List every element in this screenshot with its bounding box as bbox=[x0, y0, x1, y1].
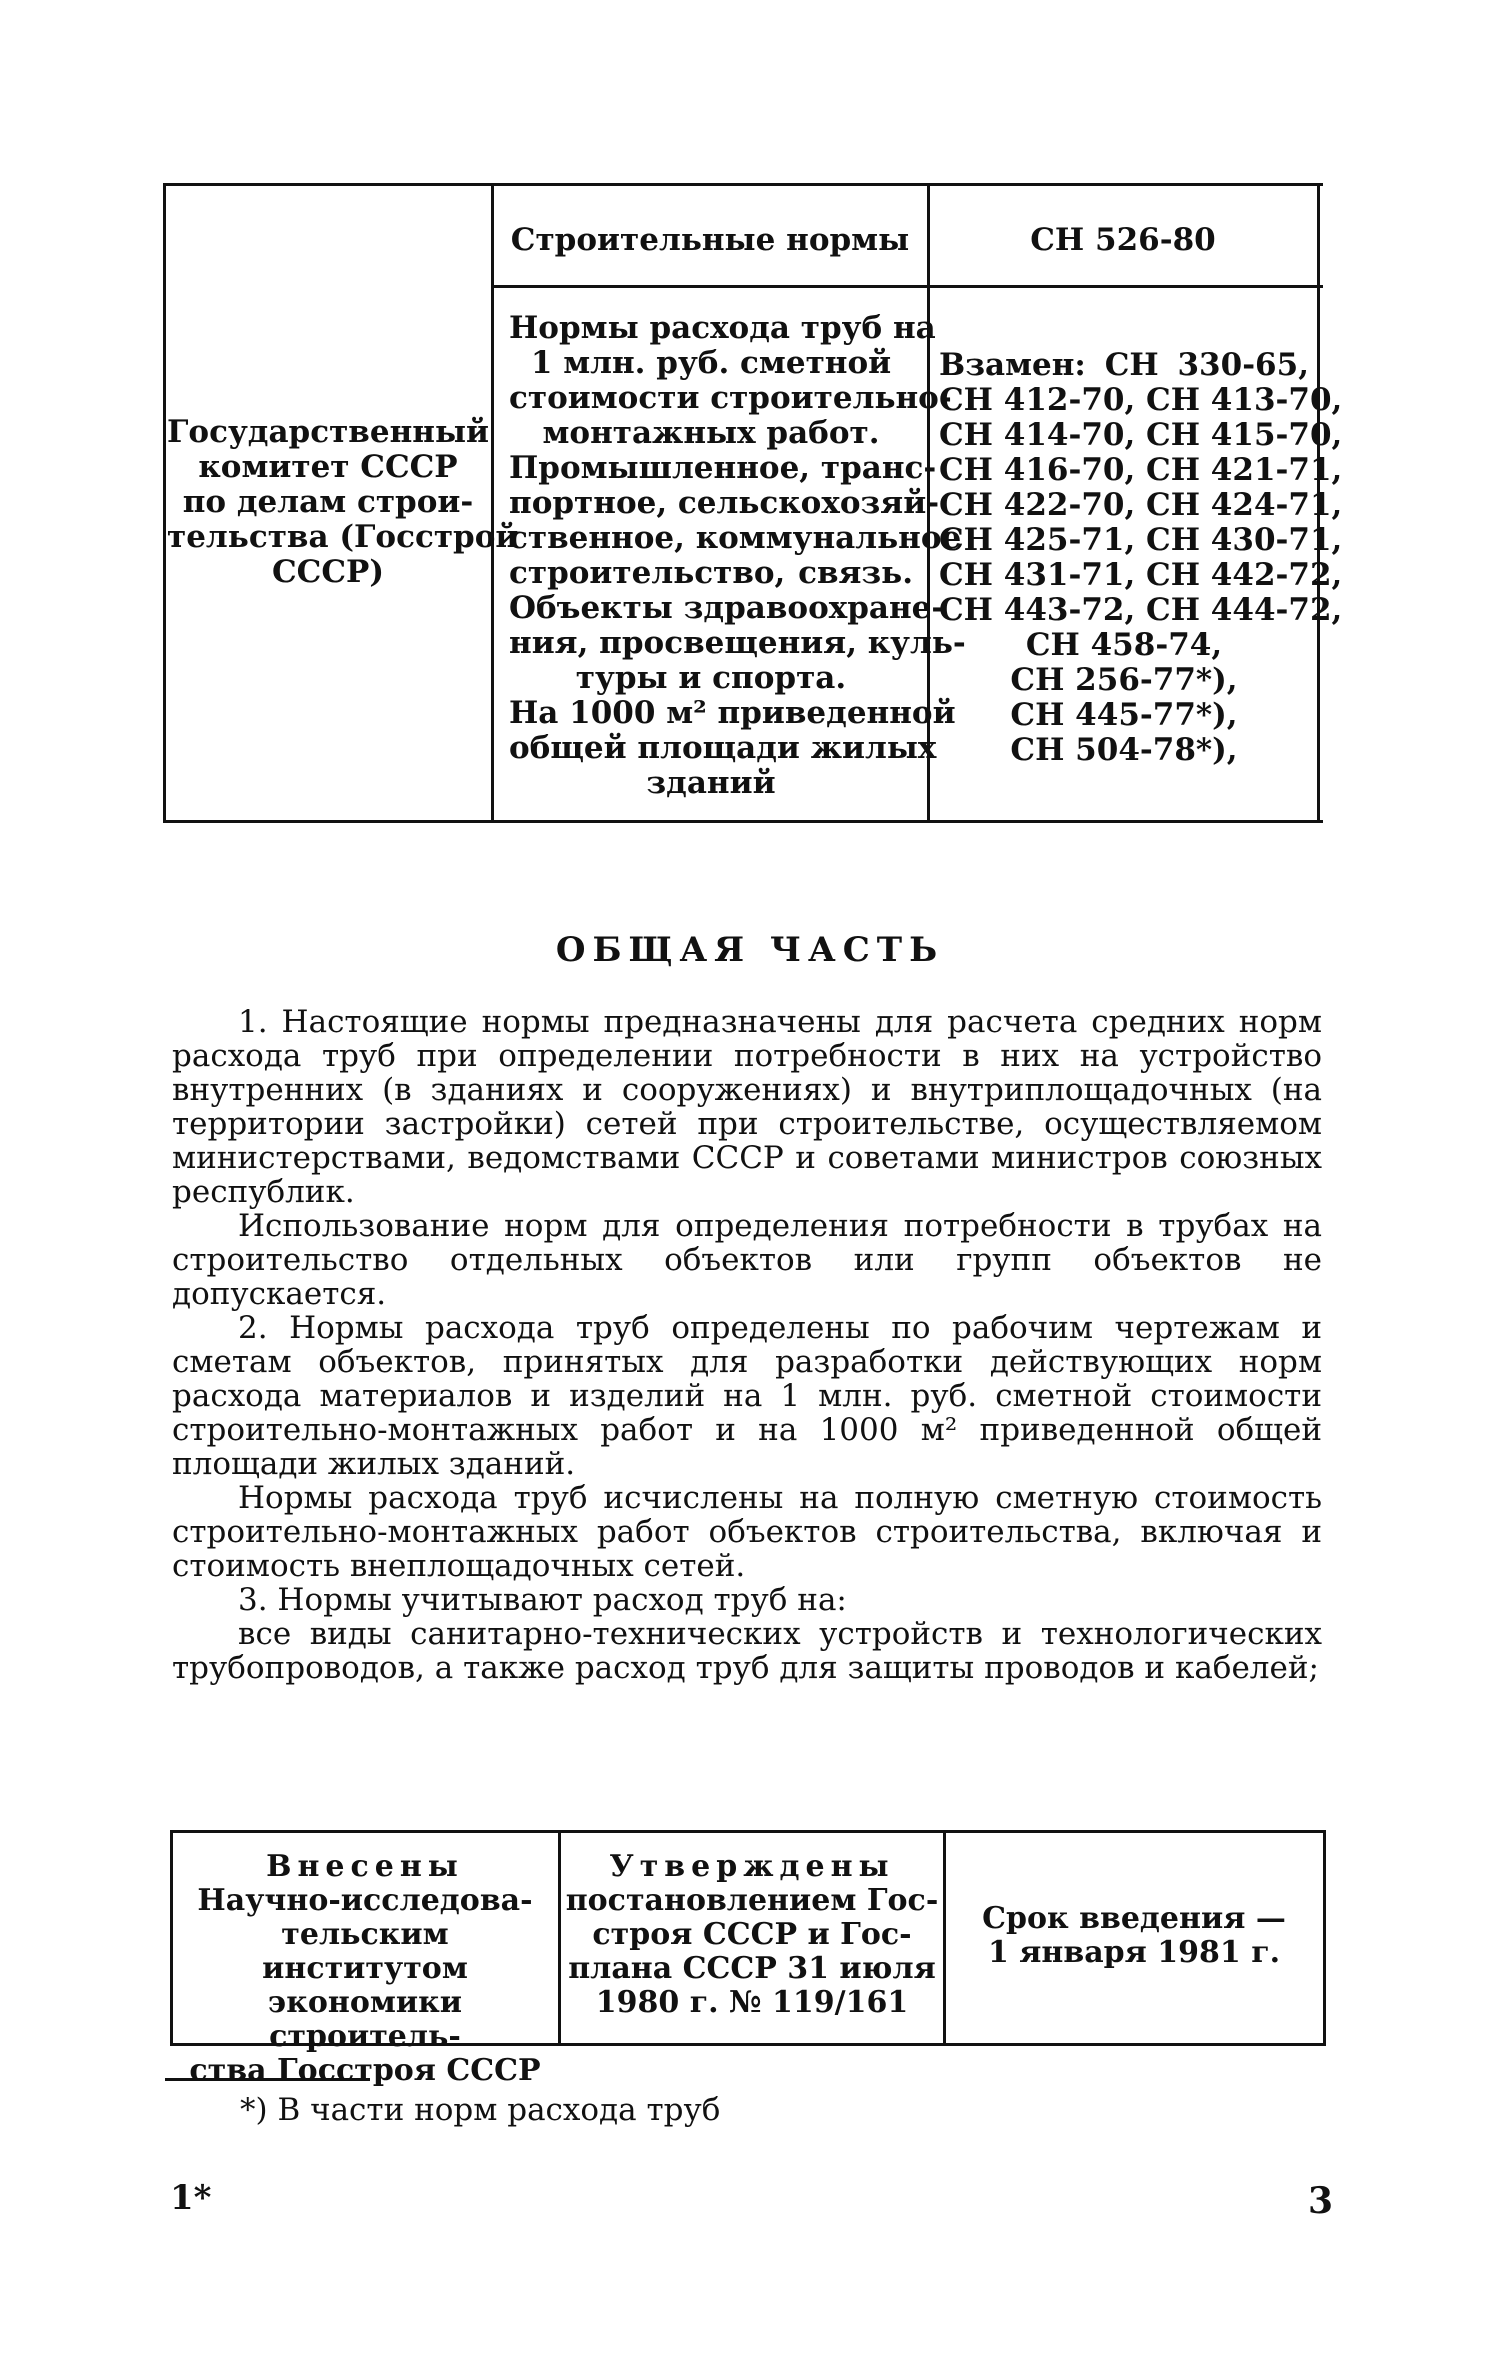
section-title: ОБЩАЯ ЧАСТЬ bbox=[555, 930, 945, 970]
body-text bbox=[172, 1005, 1322, 1685]
approval-table bbox=[170, 1830, 1326, 2088]
header-top-rule bbox=[163, 183, 1323, 186]
header-inner-rule bbox=[493, 285, 1323, 288]
approval-right-border bbox=[1323, 1830, 1326, 2046]
header-left-border bbox=[163, 183, 166, 823]
approved-by: Утверждены постановлением Гос- строя СССР и Гос- плана СССР 31 июля 1980 г. № 119/161 bbox=[565, 1849, 939, 2020]
approval-divider-2 bbox=[943, 1830, 946, 2046]
footnote: *) В части норм расхода труб bbox=[240, 2092, 721, 2128]
paragraph-2: 2. Нормы расхода труб определены по рабочим чертежам и сметам объектов, принятых для разработки действующих норм расхода материалов и изделий на 1 млн. руб. сметной стоимости строительно-монтажных работ и на 1000 м² приведенной общей площади жилых зданий. bbox=[172, 1310, 1322, 1482]
issuing-authority: Государственный комитет СССР по делам строи- тельства (Госстрой СССР) bbox=[167, 414, 519, 590]
signature-mark: 1* bbox=[170, 2178, 212, 2218]
header-divider-1 bbox=[491, 183, 494, 823]
paragraph-3-item: все виды санитарно-технических устройств и технологических трубопроводов, а также расход труб для защиты проводов и кабелей; bbox=[172, 1616, 1322, 1686]
paragraph-2-note: Нормы расхода труб исчислены на полную сметную стоимость строительно-монтажных работ объектов строительства, включая и стоимость внеплощадочных сетей. bbox=[172, 1480, 1322, 1584]
replaced-norms: Взамен: СН 330-65, СН 412-70, СН 413-70, СН 414-70, СН 415-70, СН 416-70, СН 421-71, СН 422-70, СН 424-71, СН 425-71, СН 430-71, СН 431-71, СН 442-72, СН 443-72, СН 444-72, СН 458-74, СН 256-77*), СН 445-77*), СН 504-78*), bbox=[939, 347, 1343, 768]
effective-date: Срок введения — 1 января 1981 г. bbox=[982, 1901, 1286, 1970]
footnote-rule bbox=[165, 2078, 370, 2081]
approval-divider-1 bbox=[558, 1830, 561, 2046]
page-number: 3 bbox=[1308, 2180, 1334, 2222]
header-bottom-rule bbox=[163, 820, 1323, 823]
paragraph-1-note: Использование норм для определения потребности в трубах на строительство отдельных объектов или групп объектов не допускается. bbox=[172, 1208, 1322, 1312]
approval-left-border bbox=[170, 1830, 173, 2046]
document-type-label: Строительные нормы bbox=[510, 222, 910, 258]
approval-top-rule bbox=[170, 1830, 1326, 1833]
document-code: СН 526-80 bbox=[1030, 222, 1216, 258]
document-title: Нормы расхода труб на 1 млн. руб. сметной стоимости строительно- монтажных работ. Промышленное, транс- портное, сельскохозяй- ственное, коммунальное строительство, связь. Объекты здравоохране- ния, просвещения, куль- туры и спорта. На 1000 м² приведенной общей площади жилых зданий bbox=[509, 310, 966, 801]
paragraph-3: 3. Нормы учитывают расход труб на: bbox=[238, 1582, 847, 1618]
paragraph-1: 1. Настоящие нормы предназначены для расчета средних норм расхода труб при определении потребности в них на устройство внутренних (в зданиях и сооружениях) и внутриплощадочных (на территории застройки) сетей при строительстве, осуществляемом министерствами, ведомствами СССР и советами министров союзных республик. bbox=[172, 1004, 1322, 1210]
introduced-by: Внесены Научно-исследова- тельским институтом экономики строитель- ства Госстроя СССР bbox=[189, 1849, 541, 2088]
header-table bbox=[163, 183, 1343, 823]
